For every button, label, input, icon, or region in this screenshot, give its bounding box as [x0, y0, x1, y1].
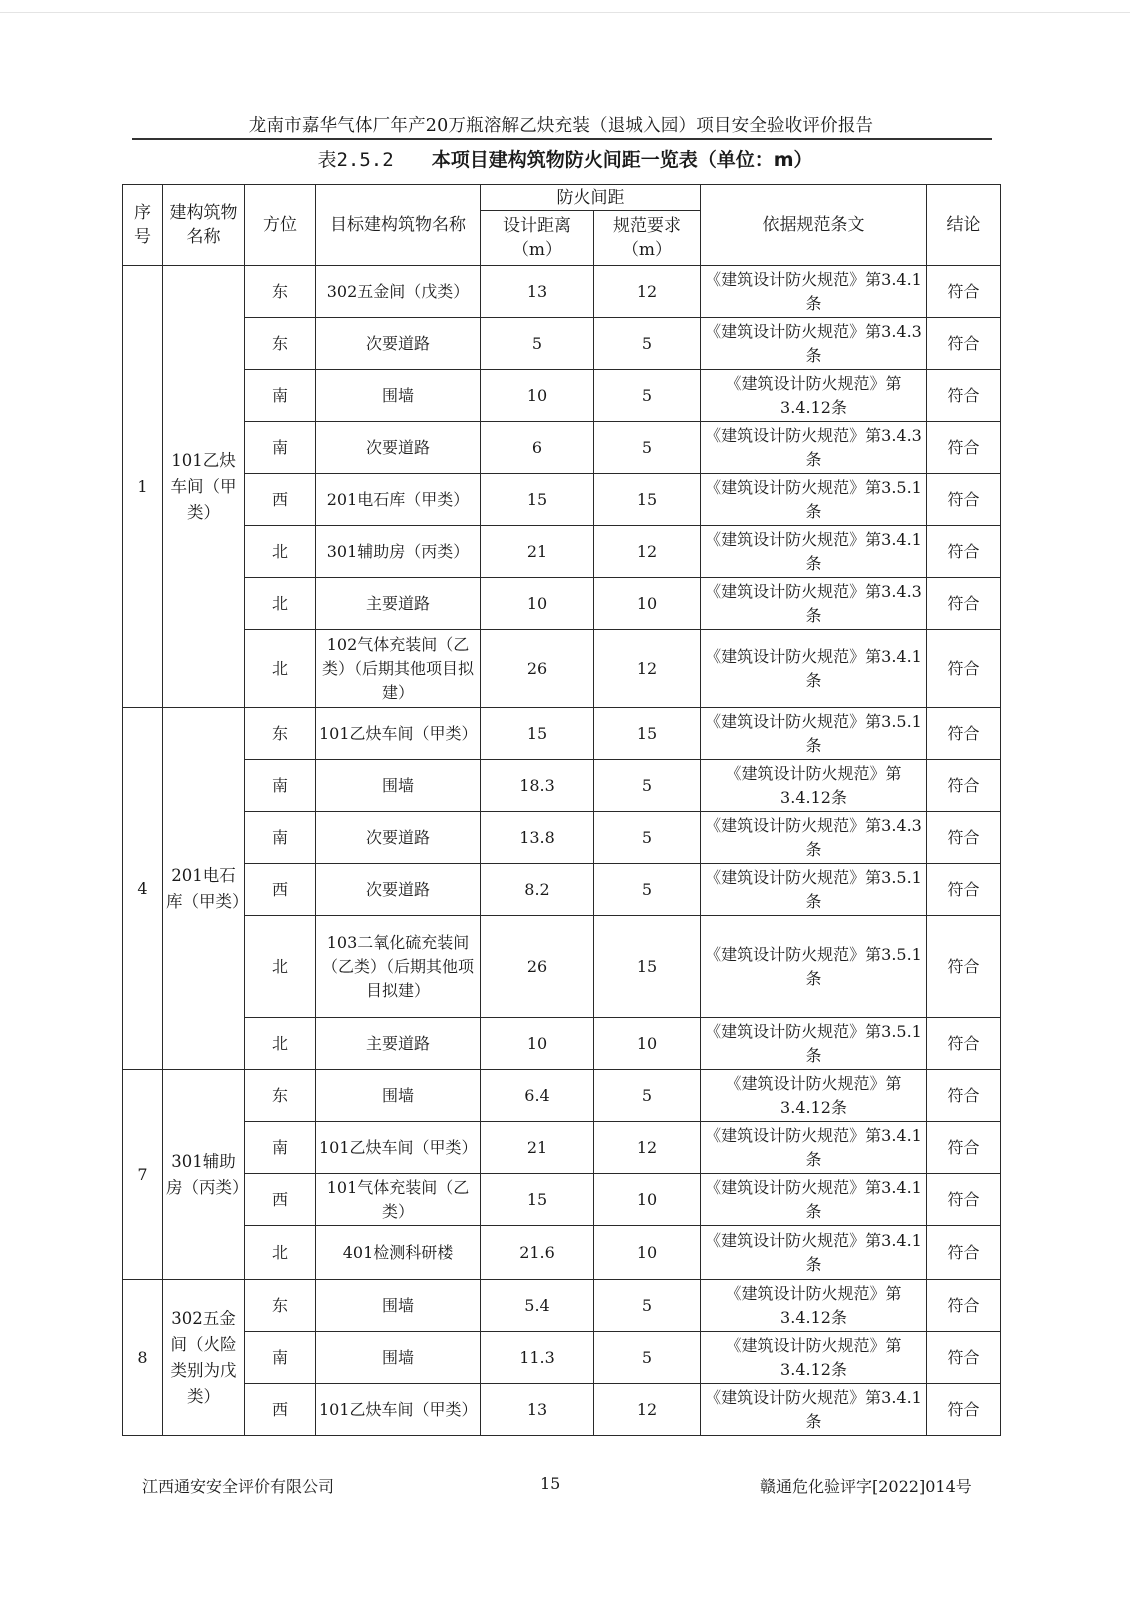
- cell-basis: 《建筑设计防火规范》第3.4.1条: [701, 526, 927, 578]
- cell-direction: 西: [245, 474, 316, 526]
- cell-required-distance: 15: [594, 708, 701, 760]
- cell-basis: 《建筑设计防火规范》第3.4.1条: [701, 1226, 927, 1280]
- cell-basis: 《建筑设计防火规范》第3.4.12条: [701, 1332, 927, 1384]
- cell-direction: 北: [245, 916, 316, 1018]
- cell-conclusion: 符合: [927, 1122, 1001, 1174]
- cell-seq: 4: [123, 708, 163, 1070]
- cell-conclusion: 符合: [927, 526, 1001, 578]
- cell-direction: 南: [245, 760, 316, 812]
- cell-basis: 《建筑设计防火规范》第3.4.12条: [701, 1070, 927, 1122]
- cell-target: 401检测科研楼: [316, 1226, 481, 1280]
- cell-required-distance: 10: [594, 1226, 701, 1280]
- cell-conclusion: 符合: [927, 1018, 1001, 1070]
- cell-target: 302五金间（戊类）: [316, 266, 481, 318]
- cell-conclusion: 符合: [927, 630, 1001, 708]
- table-row: [123, 1122, 1001, 1174]
- cell-direction: 南: [245, 370, 316, 422]
- table-row: [123, 1070, 1001, 1122]
- cell-building-name: 101乙炔车间（甲类）: [163, 266, 245, 708]
- cell-conclusion: 符合: [927, 760, 1001, 812]
- cell-design-distance: 10: [481, 578, 594, 630]
- cell-conclusion: 符合: [927, 474, 1001, 526]
- cell-basis: 《建筑设计防火规范》第3.5.1条: [701, 474, 927, 526]
- cell-direction: 东: [245, 1070, 316, 1122]
- header-required-distance: 规范要求（m）: [594, 211, 701, 266]
- cell-required-distance: 5: [594, 1332, 701, 1384]
- cell-direction: 北: [245, 630, 316, 708]
- cell-target: 101乙炔车间（甲类）: [316, 1122, 481, 1174]
- cell-target: 主要道路: [316, 578, 481, 630]
- cell-basis: 《建筑设计防火规范》第3.4.3条: [701, 422, 927, 474]
- header-basis: 依据规范条文: [701, 185, 927, 266]
- header-seq: 序号: [123, 185, 163, 266]
- cell-basis: 《建筑设计防火规范》第3.4.1条: [701, 1122, 927, 1174]
- cell-basis: 《建筑设计防火规范》第3.4.3条: [701, 812, 927, 864]
- table-title: 本项目建构筑物防火间距一览表（单位：m）: [431, 149, 813, 171]
- cell-design-distance: 26: [481, 916, 594, 1018]
- cell-conclusion: 符合: [927, 1226, 1001, 1280]
- cell-design-distance: 15: [481, 708, 594, 760]
- cell-required-distance: 5: [594, 1280, 701, 1332]
- cell-basis: 《建筑设计防火规范》第3.4.3条: [701, 578, 927, 630]
- header-design-distance: 设计距离（m）: [481, 211, 594, 266]
- cell-target: 围墙: [316, 1332, 481, 1384]
- cell-basis: 《建筑设计防火规范》第3.4.12条: [701, 1280, 927, 1332]
- cell-basis: 《建筑设计防火规范》第3.4.1条: [701, 1174, 927, 1226]
- cell-required-distance: 5: [594, 1070, 701, 1122]
- cell-building-name: 301辅助房（丙类）: [163, 1070, 245, 1280]
- cell-design-distance: 5.4: [481, 1280, 594, 1332]
- cell-basis: 《建筑设计防火规范》第3.4.12条: [701, 760, 927, 812]
- cell-direction: 北: [245, 578, 316, 630]
- cell-target: 201电石库（甲类）: [316, 474, 481, 526]
- cell-target: 101气体充装间（乙类）: [316, 1174, 481, 1226]
- cell-direction: 北: [245, 526, 316, 578]
- cell-required-distance: 10: [594, 1018, 701, 1070]
- cell-required-distance: 5: [594, 318, 701, 370]
- cell-direction: 南: [245, 1122, 316, 1174]
- cell-basis: 《建筑设计防火规范》第3.4.3条: [701, 318, 927, 370]
- table-row: [123, 812, 1001, 864]
- cell-basis: 《建筑设计防火规范》第3.4.1条: [701, 630, 927, 708]
- cell-required-distance: 15: [594, 474, 701, 526]
- cell-conclusion: 符合: [927, 1174, 1001, 1226]
- cell-design-distance: 6: [481, 422, 594, 474]
- header-direction: 方位: [245, 185, 316, 266]
- table-row: [123, 1226, 1001, 1280]
- cell-conclusion: 符合: [927, 318, 1001, 370]
- cell-target: 301辅助房（丙类）: [316, 526, 481, 578]
- table-row: [123, 474, 1001, 526]
- cell-conclusion: 符合: [927, 1384, 1001, 1436]
- table-number: 表2.5.2: [317, 149, 394, 171]
- cell-design-distance: 26: [481, 630, 594, 708]
- cell-design-distance: 18.3: [481, 760, 594, 812]
- cell-building-name: 201电石库（甲类）: [163, 708, 245, 1070]
- cell-direction: 东: [245, 708, 316, 760]
- cell-direction: 北: [245, 1226, 316, 1280]
- cell-conclusion: 符合: [927, 422, 1001, 474]
- cell-target: 101乙炔车间（甲类）: [316, 708, 481, 760]
- cell-design-distance: 21.6: [481, 1226, 594, 1280]
- fire-distance-table: [122, 184, 1001, 1436]
- cell-conclusion: 符合: [927, 1280, 1001, 1332]
- cell-conclusion: 符合: [927, 266, 1001, 318]
- cell-design-distance: 15: [481, 474, 594, 526]
- cell-conclusion: 符合: [927, 578, 1001, 630]
- cell-building-name: 302五金间（火险类别为戊类）: [163, 1280, 245, 1436]
- table-row: [123, 1384, 1001, 1436]
- cell-direction: 西: [245, 864, 316, 916]
- cell-required-distance: 12: [594, 526, 701, 578]
- cell-required-distance: 5: [594, 370, 701, 422]
- cell-design-distance: 13: [481, 266, 594, 318]
- cell-required-distance: 10: [594, 1174, 701, 1226]
- cell-target: 围墙: [316, 760, 481, 812]
- cell-target: 围墙: [316, 1280, 481, 1332]
- running-header: 龙南市嘉华气体厂年产20万瓶溶解乙炔充装（退城入园）项目安全验收评价报告: [248, 116, 874, 136]
- cell-target: 次要道路: [316, 812, 481, 864]
- cell-required-distance: 5: [594, 812, 701, 864]
- cell-direction: 南: [245, 422, 316, 474]
- cell-seq: 1: [123, 266, 163, 708]
- table-caption: [0, 145, 1130, 172]
- cell-direction: 东: [245, 266, 316, 318]
- cell-target: 101乙炔车间（甲类）: [316, 1384, 481, 1436]
- cell-conclusion: 符合: [927, 864, 1001, 916]
- cell-target: 围墙: [316, 1070, 481, 1122]
- header-target: 目标建构筑物名称: [316, 185, 481, 266]
- page-top-edge: [0, 12, 1130, 13]
- cell-design-distance: 10: [481, 370, 594, 422]
- footer-company: 江西通安安全评价有限公司: [142, 1477, 335, 1496]
- header-conclusion: 结论: [927, 185, 1001, 266]
- cell-design-distance: 6.4: [481, 1070, 594, 1122]
- cell-direction: 南: [245, 812, 316, 864]
- table-row: [123, 266, 1001, 318]
- footer-report-number: 赣通危化验评字[2022]014号: [760, 1477, 972, 1496]
- table-row: [123, 370, 1001, 422]
- cell-design-distance: 5: [481, 318, 594, 370]
- cell-direction: 东: [245, 1280, 316, 1332]
- cell-required-distance: 5: [594, 422, 701, 474]
- cell-basis: 《建筑设计防火规范》第3.5.1条: [701, 708, 927, 760]
- footer-page-number: 15: [540, 1474, 561, 1493]
- table-row: [123, 1280, 1001, 1332]
- cell-required-distance: 12: [594, 1122, 701, 1174]
- header-building: 建构筑物名称: [163, 185, 245, 266]
- cell-direction: 北: [245, 1018, 316, 1070]
- cell-basis: 《建筑设计防火规范》第3.4.1条: [701, 1384, 927, 1436]
- cell-basis: 《建筑设计防火规范》第3.4.1条: [701, 266, 927, 318]
- table-row: [123, 318, 1001, 370]
- cell-required-distance: 5: [594, 760, 701, 812]
- cell-required-distance: 5: [594, 864, 701, 916]
- table-body: [123, 266, 1001, 1436]
- cell-required-distance: 12: [594, 266, 701, 318]
- cell-basis: 《建筑设计防火规范》第3.5.1条: [701, 1018, 927, 1070]
- table-row: [123, 1174, 1001, 1226]
- cell-direction: 南: [245, 1332, 316, 1384]
- cell-design-distance: 13: [481, 1384, 594, 1436]
- cell-design-distance: 21: [481, 526, 594, 578]
- cell-basis: 《建筑设计防火规范》第3.5.1条: [701, 916, 927, 1018]
- cell-basis: 《建筑设计防火规范》第3.5.1条: [701, 864, 927, 916]
- cell-required-distance: 12: [594, 1384, 701, 1436]
- cell-conclusion: 符合: [927, 812, 1001, 864]
- cell-target: 次要道路: [316, 864, 481, 916]
- table-row: [123, 1332, 1001, 1384]
- header-fire-distance: 防火间距: [481, 185, 701, 211]
- cell-design-distance: 11.3: [481, 1332, 594, 1384]
- table-row: [123, 864, 1001, 916]
- table-row: [123, 760, 1001, 812]
- cell-design-distance: 8.2: [481, 864, 594, 916]
- cell-basis: 《建筑设计防火规范》第3.4.12条: [701, 370, 927, 422]
- cell-conclusion: 符合: [927, 1332, 1001, 1384]
- table-row: [123, 578, 1001, 630]
- table-row: [123, 1018, 1001, 1070]
- cell-seq: 7: [123, 1070, 163, 1280]
- cell-conclusion: 符合: [927, 708, 1001, 760]
- cell-target: 次要道路: [316, 318, 481, 370]
- cell-required-distance: 10: [594, 578, 701, 630]
- table-row: [123, 630, 1001, 708]
- cell-direction: 东: [245, 318, 316, 370]
- cell-conclusion: 符合: [927, 370, 1001, 422]
- cell-design-distance: 21: [481, 1122, 594, 1174]
- table-header: [123, 185, 1001, 266]
- cell-target: 主要道路: [316, 1018, 481, 1070]
- cell-direction: 西: [245, 1174, 316, 1226]
- table-row: [123, 916, 1001, 1018]
- cell-direction: 西: [245, 1384, 316, 1436]
- cell-target: 102气体充装间（乙类）（后期其他项目拟建）: [316, 630, 481, 708]
- cell-conclusion: 符合: [927, 1070, 1001, 1122]
- cell-design-distance: 15: [481, 1174, 594, 1226]
- table-row: [123, 422, 1001, 474]
- header-divider: [132, 138, 992, 140]
- cell-target: 103二氧化硫充装间（乙类）（后期其他项目拟建）: [316, 916, 481, 1018]
- cell-target: 围墙: [316, 370, 481, 422]
- cell-required-distance: 15: [594, 916, 701, 1018]
- cell-seq: 8: [123, 1280, 163, 1436]
- cell-required-distance: 12: [594, 630, 701, 708]
- table-row: [123, 708, 1001, 760]
- cell-design-distance: 13.8: [481, 812, 594, 864]
- table-row: [123, 526, 1001, 578]
- cell-target: 次要道路: [316, 422, 481, 474]
- cell-conclusion: 符合: [927, 916, 1001, 1018]
- cell-design-distance: 10: [481, 1018, 594, 1070]
